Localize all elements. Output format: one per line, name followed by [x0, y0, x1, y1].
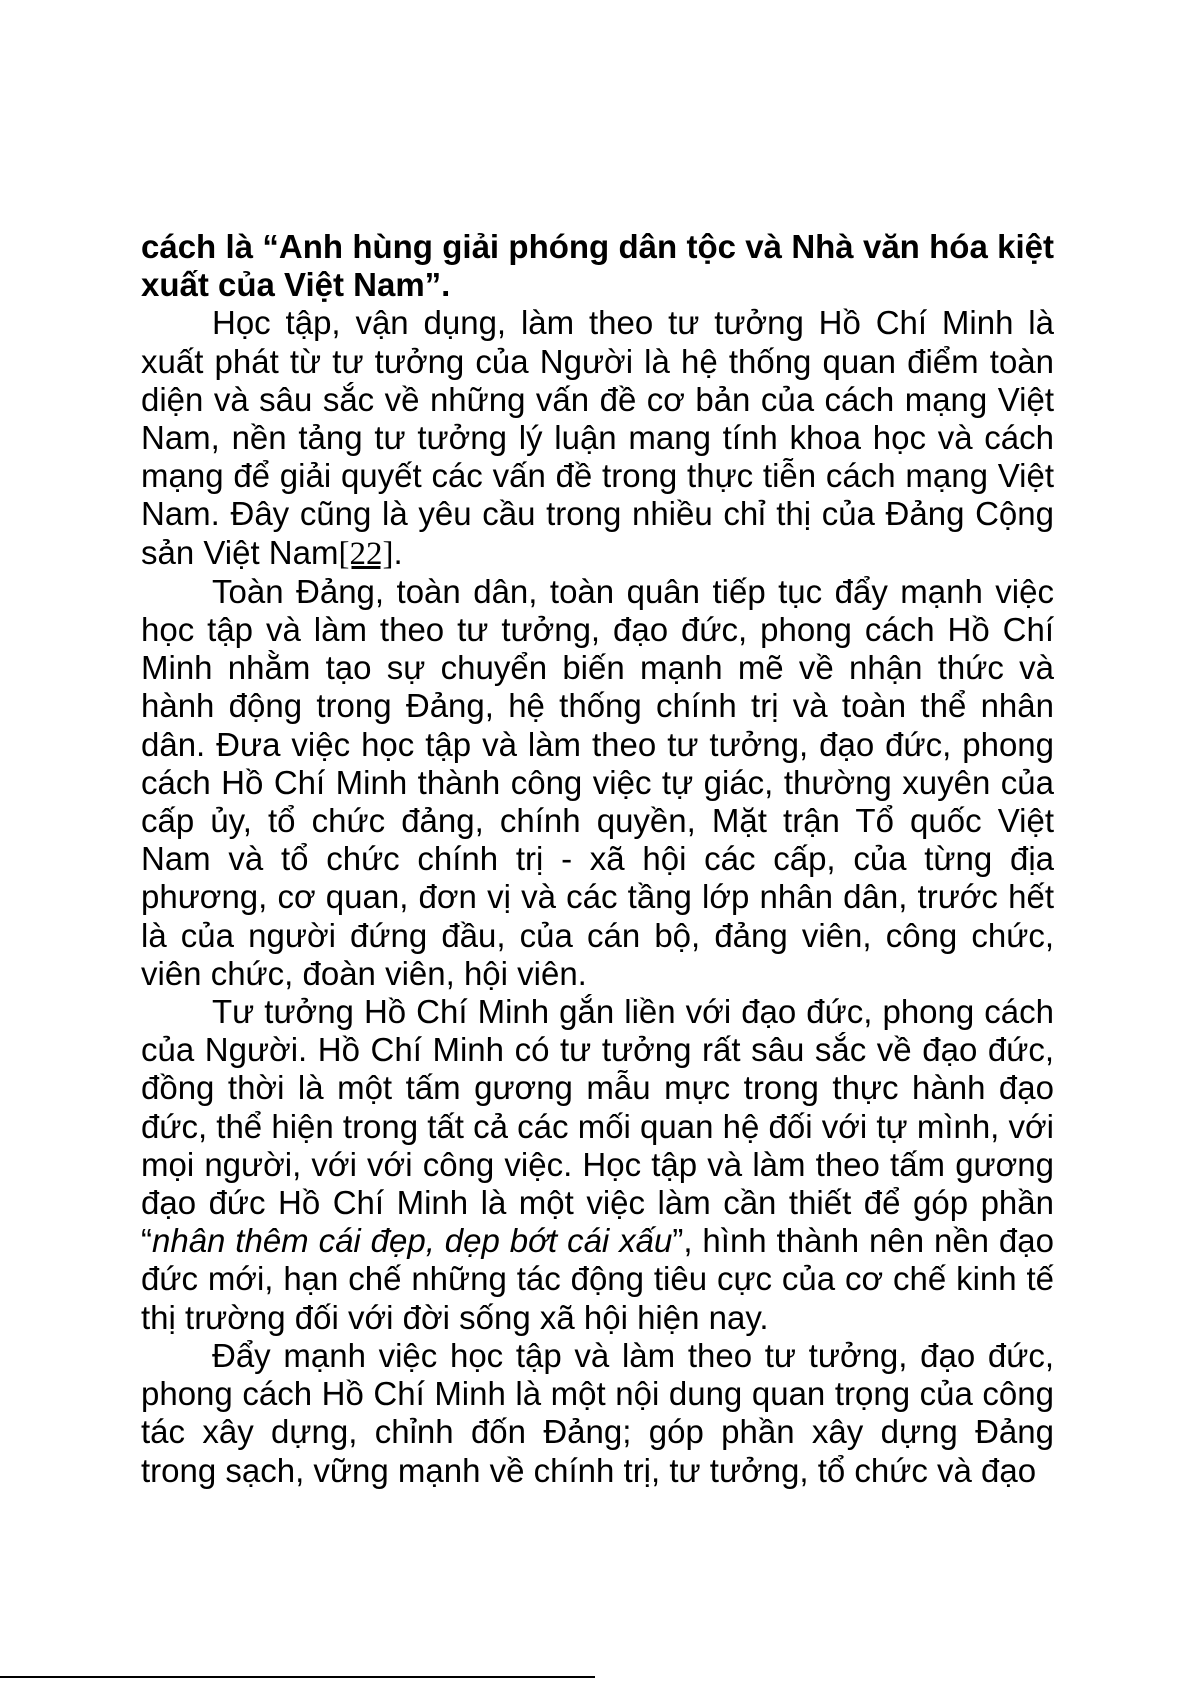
paragraph-4 — [141, 993, 1054, 1337]
paragraph-2 — [141, 304, 1054, 572]
paragraph-4-italic-quote: nhân thêm cái đẹp, dẹp bớt cái xấu — [152, 1222, 673, 1260]
paragraph-3: Toàn Đảng, toàn dân, toàn quân tiếp tục đẩy mạnh việc học tập và làm theo tư tưởng, đạo đức, phong cách Hồ Chí Minh nhằm tạo sự chuyển biến mạnh mẽ về nhận thức và hành động trong Đảng, hệ thống chính trị và toàn thể nhân dân. Đưa việc học tập và làm theo tư tưởng, đạo đức, phong cách Hồ Chí Minh thành công việc tự giác, thường xuyên của cấp ủy, tổ chức đảng, chính quyền, Mặt trận Tổ quốc Việt Nam và tổ chức chính trị - xã hội các cấp, của từng địa phương, cơ quan, đơn vị và các tầng lớp nhân dân, trước hết là của người đứng đầu, của cán bộ, đảng viên, công chức, viên chức, đoàn viên, hội viên. — [141, 572, 1054, 992]
document-body — [141, 228, 1054, 1490]
paragraph-2-end: . — [393, 533, 403, 571]
paragraph-4-text-end: ”, hình thành nên nền đạo đức mới, hạn chế những tác động tiêu cực của cơ chế kinh tế thị trường đối với đời sống xã hội hiện nay. — [141, 1222, 1054, 1336]
footnote-separator-line — [0, 1676, 595, 1678]
paragraph-2-text: Học tập, vận dụng, làm theo tư tưởng Hồ Chí Minh là xuất phát từ tư tưởng của Người là hệ thống quan điểm toàn diện và sâu sắc về những vấn đề cơ bản của cách mạng Việt Nam, nền tảng tư tưởng lý luận mang tính khoa học và cách mạng để giải quyết các vấn đề trong thực tiễn cách mạng Việt Nam. Đây cũng là yêu cầu trong nhiều chỉ thị của Đảng Cộng sản Việt Nam — [141, 304, 1054, 571]
paragraph-1-bold-conclusion: cách là “Anh hùng giải phóng dân tộc và Nhà văn hóa kiệt xuất của Việt Nam”. — [141, 228, 1054, 304]
reference-link-22[interactable]: [22] — [338, 535, 394, 572]
paragraph-5: Đẩy mạnh việc học tập và làm theo tư tưởng, đạo đức, phong cách Hồ Chí Minh là một nội dung quan trọng của công tác xây dựng, chỉnh đốn Đảng; góp phần xây dựng Đảng trong sạch, vững mạnh về chính trị, tư tưởng, tổ chức và đạo — [141, 1336, 1054, 1489]
paragraph-4-text: Tư tưởng Hồ Chí Minh gắn liền với đạo đức, phong cách của Người. Hồ Chí Minh có tư tưởng rất sâu sắc về đạo đức, đồng thời là một tấm gương mẫu mực trong thực hành đạo đức, thể hiện trong tất cả các mối quan hệ đối với tự mình, với mọi người, với với công việc. Học tập và làm theo tấm gương đạo đức Hồ Chí Minh là một việc làm cần thiết để góp phần “ — [141, 993, 1054, 1260]
